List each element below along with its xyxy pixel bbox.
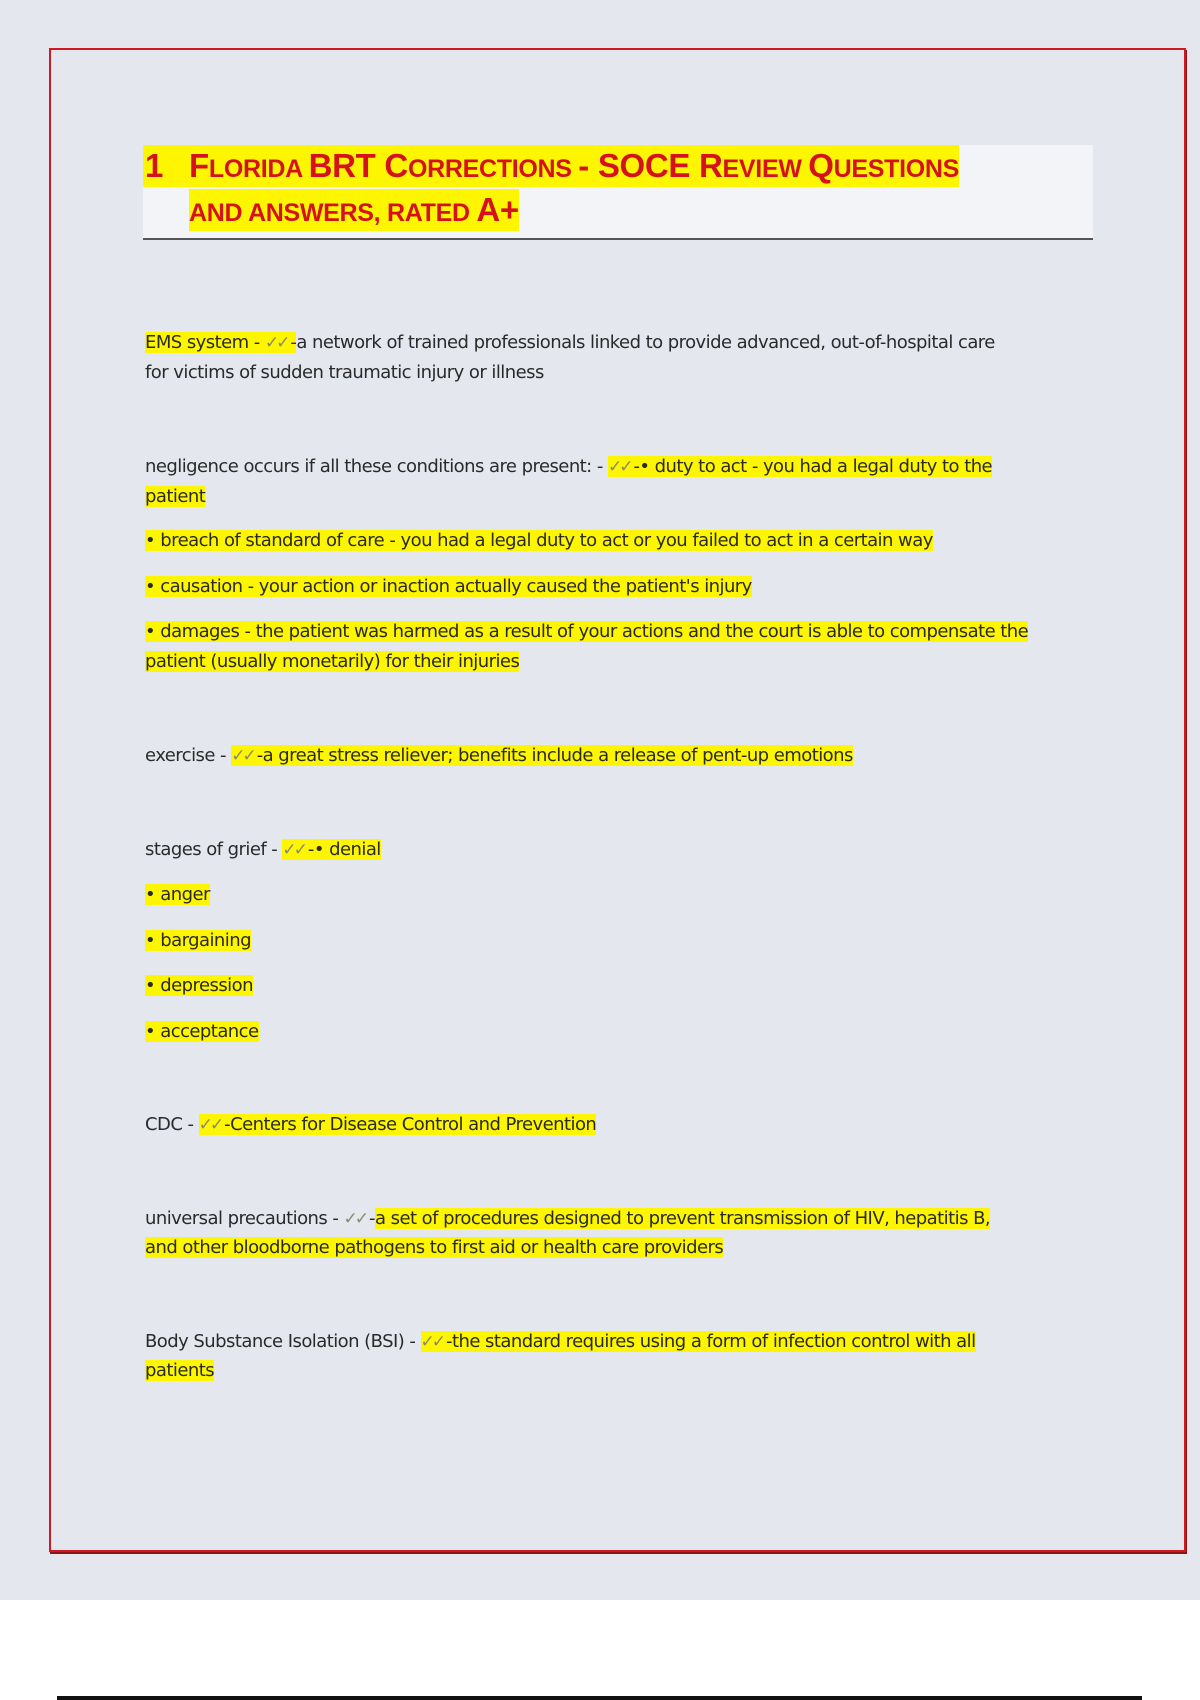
title-text: - SOCE R: [578, 147, 723, 184]
title-text: EVIEW: [722, 155, 809, 183]
double-checkmark-icon: ✓✓: [282, 840, 305, 860]
bullet-text: • causation - your action or inaction actually caused the patient's injury: [145, 576, 752, 597]
title-text: AND ANSWERS, RATED: [189, 199, 477, 227]
entry-ems-system: EMS system - ✓✓ -a network of trained professionals linked to provide advanced, out-of-hospital care: [145, 332, 995, 353]
title-text: BRT C: [308, 147, 408, 184]
answer-text: -• duty to act - you had a legal duty to the: [633, 456, 993, 477]
answer-text: a set of procedures designed to prevent transmission of HIV, hepatitis B,: [374, 1208, 991, 1229]
answer-text: -Centers for Disease Control and Prevention: [224, 1114, 597, 1135]
footer-rule: [57, 1696, 1142, 1700]
entry-ems-system-cont: for victims of sudden traumatic injury or illness: [145, 362, 544, 383]
question-text: universal precautions -: [145, 1208, 344, 1229]
answer-text: -the standard requires using a form of infection control with all: [446, 1331, 976, 1352]
list-item: [145, 526, 1090, 556]
document-title: [143, 145, 1093, 240]
title-text: Q: [808, 147, 834, 184]
entry-body-substance-isolation-cont: [145, 1356, 1090, 1386]
list-item: [145, 1017, 1090, 1047]
double-checkmark-icon: ✓✓: [231, 746, 254, 766]
question-text: Body Substance Isolation (BSI) -: [145, 1331, 421, 1352]
answer-text: patients: [145, 1360, 215, 1381]
bullet-text: • acceptance: [145, 1021, 259, 1042]
entry-cdc: [145, 1110, 1090, 1140]
title-text: A+: [476, 191, 519, 228]
answer-text: and other bloodborne pathogens to first aid or health care providers: [145, 1237, 724, 1258]
title-text: LORIDA: [208, 155, 309, 183]
entry-exercise: [145, 741, 1090, 771]
title-text: ORRECTIONS: [407, 155, 579, 183]
bullet-text: • damages - the patient was harmed as a result of your actions and the court is able to compensate the: [145, 621, 1029, 642]
entry-negligence-cont: [145, 482, 1090, 512]
title-text: UESTIONS: [833, 155, 960, 183]
entry-body-substance-isolation: [145, 1327, 1090, 1357]
heading-number: 1: [145, 147, 164, 184]
question-text: CDC -: [145, 1114, 199, 1135]
question-text: stages of grief -: [145, 839, 283, 860]
title-line-1: [143, 145, 959, 187]
double-checkmark-icon: ✓✓: [198, 1115, 222, 1135]
question-text: EMS system -: [145, 332, 265, 353]
answer-text: a network of trained professionals linked to provide advanced, out-of-hospital care: [296, 332, 995, 353]
bullet-text: • bargaining: [145, 930, 251, 951]
list-item: [145, 971, 1090, 1001]
bullet-text: • depression: [145, 975, 253, 996]
double-checkmark-icon: ✓✓: [607, 457, 631, 477]
title-text: F: [189, 147, 209, 184]
title-line-2: [189, 189, 519, 231]
entry-universal-precautions-cont: [145, 1233, 1090, 1263]
list-item: [145, 926, 1090, 956]
question-text: negligence occurs if all these conditions are present: -: [145, 456, 608, 477]
question-text: exercise -: [145, 745, 232, 766]
bullet-text: • breach of standard of care - you had a legal duty to act or you failed to act in a certain way: [145, 530, 933, 551]
entry-stages-of-grief: [145, 835, 1090, 865]
answer-text: patient: [145, 486, 206, 507]
list-item: [145, 617, 1090, 647]
double-checkmark-icon: ✓✓: [343, 1209, 367, 1229]
double-checkmark-icon: ✓✓: [264, 333, 288, 353]
bullet-text: patient (usually monetarily) for their injuries: [145, 651, 520, 672]
answer-text: -a great stress reliever; benefits include a release of pent-up emotions: [256, 745, 853, 766]
entry-universal-precautions: universal precautions - ✓✓ -a set of procedures designed to prevent transmission of HIV, hepatitis B,: [145, 1208, 991, 1229]
double-checkmark-icon: ✓✓: [420, 1332, 444, 1352]
list-item: [145, 572, 1090, 602]
list-item: [145, 880, 1090, 910]
list-item-cont: [145, 647, 1090, 677]
answer-text: -• denial: [307, 839, 381, 860]
entry-negligence: [145, 452, 1090, 482]
bullet-text: • anger: [145, 884, 210, 905]
